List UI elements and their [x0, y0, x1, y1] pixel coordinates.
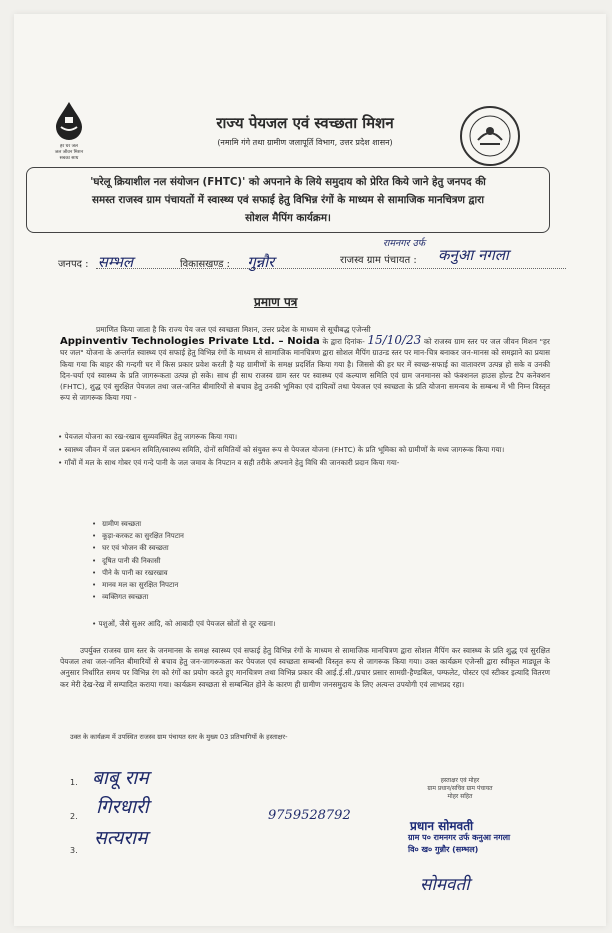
para1-body: को राजस्व ग्राम स्तर पर जल जीवन मिशन "हर घर जल" योजना के अन्तर्गत स्वास्थ्य एवं सफाई हेतु विभिन्न रंगों के माध्यम से सामाजिक मानचित्रण द्वारा सोशल मैपिंग ग्राउन्ड स्तर पर मान-चित्र बनाकर जन-मानस को समझाने का प्रयास किया गया कि बाहर की गन्दगी घर में किस प्रकार प्रवेश करती है यह ग्रामीणों के समक्ष प्रदर्शित किया गया है। जिससे की हर घर में स्वच्छ-सफाई का वातावरण उत्पन्न हो सके व उनकी दिन-चर्या एवं स्वास्थ्य के प्रति जागरूकता उत्पन्न हो सके। साथ ही साथ राजस्व ग्राम स्तर पर स्वास्थ्य एवं कल्याण समिति एवं ग्राम जनमानस को फंक्शनल हाउस होल्ड टैप कनेक्शन (FHTC), शुद्ध एवं सुरक्षित पेयजल तथा जल-जनित बीमारियों से बचाव हेतु उनकी भूमिका एवं दायित्वों तथा पेयजल एवं स्वच्छता के प्रति योजना समन्वय के सम्बन्ध में भी निम्न विस्तृत रूप से जागरूक किया गया - — [60, 337, 550, 403]
certificate-heading: प्रमाण पत्र — [254, 295, 298, 309]
sublist-item: • घर एवं भोजन की स्वच्छता — [92, 542, 184, 554]
stamp-line-3: वि० ख० गुन्नौर (सम्भल) — [408, 845, 479, 854]
water-drop-icon — [52, 100, 86, 140]
pradhan-signature: सोमवती — [420, 875, 470, 895]
certificate-paragraph-1 — [60, 324, 550, 403]
bullet-item: • स्वास्थ्य जीवन में जल प्रबन्धन समिति/स्वास्थ्य समिति, दोनों समितियों को संयुक्त रूप से पेयजल योजना (FHTC) के प्रति भूमिका को ग्रामीणों के मध्य जागरूक किया गया। — [58, 445, 505, 454]
block-field — [180, 252, 274, 272]
block-value: गुन्नौर — [247, 253, 275, 271]
up-government-emblem-icon — [458, 104, 522, 168]
banner-line-2: समस्त राजस्व ग्राम पंचायतों में स्वास्थ्य एवं सफाई हेतु विभिन्न रंगों के माध्यम से सामाजिक मानचित्रण द्वारा — [91, 194, 484, 206]
pradhan-stamp — [408, 820, 568, 856]
para1-intro: प्रमाणित किया जाता है कि राज्य पेय जल एवं स्वच्छता मिशन, उत्तर प्रदेश के माध्यम से सूचीबद्ध एजेन्सी — [96, 325, 371, 334]
sublist-item: • पीने के पानी का रखरखाव — [92, 567, 184, 579]
witness-signature-1: बाबू राम — [92, 767, 149, 789]
witness-number-1: 1. — [70, 778, 78, 787]
district-field — [58, 252, 133, 272]
panchayat-field — [340, 252, 417, 266]
page-subtitle: (नमामि गंगे तथा ग्रामीण जलापूर्ति विभाग, उत्तर प्रदेश शासन) — [217, 138, 393, 147]
district-value: सम्भल — [97, 253, 134, 271]
awareness-bullets — [58, 431, 558, 470]
panchayat-value: कनुआ नगला — [438, 246, 509, 264]
district-label: जनपद : — [58, 259, 89, 270]
block-label: विकासखण्ड : — [180, 259, 231, 270]
witness-signature-3: सत्यराम — [94, 827, 148, 849]
banner-line-1: 'घरेलू क्रियाशील नल संयोजन (FHTC)' को अपनाने के लिये समुदाय को प्रेरित किये जाने हेतु जनपद की — [90, 176, 486, 188]
jal-jeevan-mission-logo — [44, 100, 94, 162]
phone-number: 9759528792 — [268, 808, 351, 823]
witness-number-3: 3. — [70, 846, 78, 855]
sublist-item: • कूड़ा-करकट का सुरक्षित निपटान — [92, 530, 184, 542]
panchayat-value-top: रामनगर उर्फ — [383, 238, 426, 249]
witness-signature-2: गिरधारी — [96, 796, 149, 818]
logo-tagline-3: सबका साथ — [59, 156, 79, 161]
bullet-item: • पेयजल योजना का रख-रखाव सुव्यवस्थित हेतु जागरूक किया गया। — [58, 432, 238, 441]
page-title: राज्य पेयजल एवं स्वच्छता मिशन — [216, 114, 394, 132]
sublist-item: • दूषित पानी की निकासी — [92, 555, 184, 567]
agency-name: Appinventiv Technologies Private Ltd. – Noida — [60, 336, 320, 348]
witness-number-2: 2. — [70, 812, 78, 821]
last-bullet: • पशुओं, जैसे सुअर आदि, को आबादी एवं पेयजल स्रोतों से दूर रखना। — [92, 619, 276, 628]
logo-tagline-1: हर घर जल — [60, 144, 78, 149]
sanitation-sublist — [92, 518, 184, 603]
witness-intro: उक्त के कार्यक्रम में उपस्थित राजस्व ग्राम पंचायत स्तर के मुख्य 03 प्रतिभागियों के हस्ताक्षर- — [70, 733, 288, 741]
certificate-paragraph-2: उपर्युक्त राजस्व ग्राम स्तर के जनमानस के समक्ष स्वास्थ्य एवं सफाई हेतु विभिन्न रंगों के माध्यम से सामाजिक मानचित्रण द्वारा सोशल मैपिंग कर स्वास्थ्य के प्रति शुद्ध एवं सुरक्षित पेयजल तथा जल-जनित बीमारियों से बचाव हेतु जन-जागरूकता कर पेयजल एवं स्वच्छता सम्बन्धी विस्तृत रूप से जागरूक किया गया। उक्त कार्यक्रम एजेन्सी द्वारा स्वीकृत माड्यूल के अनुसार निर्धारित समय पर विभिन्न रंग को रंगों का प्रयोग करते हुए मानचित्रण तथा विभिन्न प्रकार की आई.ई.सी./प्रचार प्रसार सामग्री-हैण्डबिल, पम्फलेट, पोस्टर एवं स्टीकर इत्यादि वितरण कर मेरी देख-रेख में सम्पादित कराया गया। कार्यक्रम स्वच्छता से सम्बन्धित होने के कारण ही ग्रामीण जनसमुदाय के लिए अत्यन्त उपयोगी एवं लाभप्रद रहा। — [60, 646, 550, 689]
date-label: के द्वारा दिनांक- — [322, 337, 365, 347]
banner-line-3: सोशल मैपिंग कार्यक्रम। — [245, 212, 331, 224]
logo-tagline-2: जल जीवन मिशन — [54, 150, 84, 155]
stamp-line-2: ग्राम प० रामनगर उर्फ कनुआ नगला — [408, 833, 511, 842]
bullet-item: • गाँवों में मल के साथ गोबर एवं गन्दे पानी के जल जमाव के निपटान व सही तरीके अपनाने हेतु विधि की जानकारी प्रदान किया गया- — [58, 458, 400, 467]
stamp-name: प्रधान सोमवती — [410, 819, 474, 833]
sublist-item: • व्यक्तिगत स्वच्छता — [92, 591, 184, 603]
sublist-item: • मानव मल का सुरक्षित निपटान — [92, 579, 184, 591]
panchayat-label: राजस्व ग्राम पंचायत : — [340, 255, 417, 266]
program-date: 15/10/23 — [367, 333, 422, 348]
stamp-caption: हस्ताक्षर एवं मोहर ग्राम प्रधान/सचिव ग्राम पंचायत मोहर सहित — [427, 777, 493, 800]
sublist-item: • ग्रामीण स्वच्छता — [92, 518, 184, 530]
program-banner — [26, 167, 550, 233]
field-underline — [96, 268, 566, 269]
